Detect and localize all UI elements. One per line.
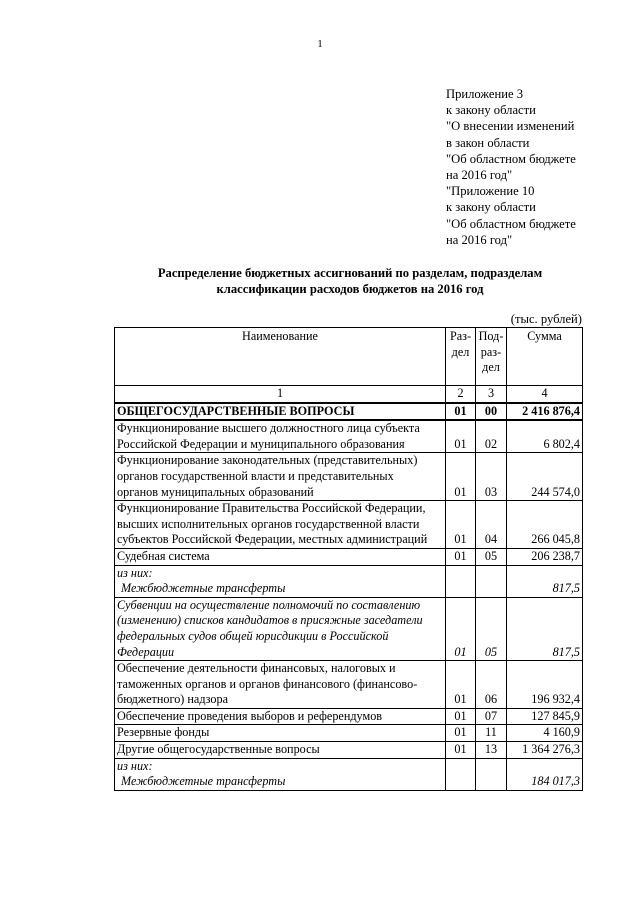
row-name: Судебная система [115, 548, 446, 565]
table-row [115, 501, 583, 549]
table-row [115, 661, 583, 709]
header-subsection: Под- раз- дел [476, 328, 507, 386]
row-subsection [476, 565, 507, 597]
appendix-line: "Приложение 10 [446, 184, 535, 199]
header-row [115, 328, 583, 386]
title-line: классификации расходов бюджетов на 2016 год [216, 282, 484, 296]
column-number: 3 [476, 386, 507, 403]
row-subsection: 07 [476, 708, 507, 725]
row-name: Функционирование законодательных (представительных) органов государственной власти и представительных органов муниципальных образований [115, 453, 446, 501]
row-section: 01 [446, 420, 476, 453]
appendix-line: в закон области [446, 135, 530, 150]
table-row [115, 420, 583, 453]
row-name: ОБЩЕГОСУДАРСТВЕННЫЕ ВОПРОСЫ [115, 403, 446, 421]
row-sum: 184 017,3 [507, 758, 583, 790]
appendix-header [446, 86, 576, 248]
row-name: Субвенции на осуществление полномочий по составлению (изменению) списков кандидатов в присяжные заседатели федеральных судов общей юрисдикции в Российской Федерации [115, 597, 446, 660]
row-name: из них: Межбюджетные трансферты [115, 565, 446, 597]
row-subsection: 02 [476, 420, 507, 453]
table-row [115, 548, 583, 565]
row-subsection: 03 [476, 453, 507, 501]
table-row [115, 597, 583, 660]
unit-note: (тыс. рублей) [510, 312, 582, 326]
row-sum: 1 364 276,3 [507, 742, 583, 759]
row-section: 01 [446, 453, 476, 501]
appendix-line: "Об областном бюджете [446, 216, 576, 231]
table-row [115, 453, 583, 501]
table-row [115, 758, 583, 790]
table-row [115, 725, 583, 742]
appendix-line: на 2016 год" [446, 168, 513, 183]
appendix-line: "О внесении изменений [446, 119, 575, 134]
row-name: Функционирование Правительства Российской Федерации, высших исполнительных органов государственной власти субъектов Российской Федерации, местных администраций [115, 501, 446, 549]
budget-table [114, 327, 583, 791]
table-row [115, 565, 583, 597]
row-sum: 244 574,0 [507, 453, 583, 501]
row-section: 01 [446, 501, 476, 549]
row-sum: 196 932,4 [507, 661, 583, 709]
row-section: 01 [446, 708, 476, 725]
row-subsection: 13 [476, 742, 507, 759]
row-section [446, 565, 476, 597]
appendix-line: к закону области [446, 200, 536, 215]
row-subsection [476, 758, 507, 790]
row-name: из них: Межбюджетные трансферты [115, 758, 446, 790]
title-line: Распределение бюджетных ассигнований по разделам, подразделам [157, 266, 543, 280]
document-title [100, 265, 600, 297]
appendix-line: к закону области [446, 103, 536, 118]
row-subsection: 05 [476, 597, 507, 660]
row-sum: 4 160,9 [507, 725, 583, 742]
row-subsection: 00 [476, 403, 507, 421]
row-section: 01 [446, 597, 476, 660]
row-sum: 2 416 876,4 [507, 403, 583, 421]
column-number: 2 [446, 386, 476, 403]
column-number-row [115, 386, 583, 403]
column-number: 1 [115, 386, 446, 403]
row-section: 01 [446, 548, 476, 565]
row-section: 01 [446, 742, 476, 759]
header-sum: Сумма [507, 328, 583, 386]
appendix-line: Приложение 3 [446, 87, 524, 101]
row-sum: 206 238,7 [507, 548, 583, 565]
row-subsection: 06 [476, 661, 507, 709]
row-sum: 6 802,4 [507, 420, 583, 453]
row-sum: 266 045,8 [507, 501, 583, 549]
row-sum: 127 845,9 [507, 708, 583, 725]
row-section: 01 [446, 403, 476, 421]
header-name: Наименование [115, 328, 446, 386]
table-row [115, 742, 583, 759]
row-name: Резервные фонды [115, 725, 446, 742]
row-section: 01 [446, 725, 476, 742]
row-name: Обеспечение деятельности финансовых, налоговых и таможенных органов и органов финансового (финансово- бюджетного) надзора [115, 661, 446, 709]
appendix-line: на 2016 год" [446, 232, 513, 247]
row-subsection: 05 [476, 548, 507, 565]
page-number: 1 [317, 38, 323, 50]
table-row [115, 708, 583, 725]
column-number: 4 [507, 386, 583, 403]
row-sum: 817,5 [507, 565, 583, 597]
header-section: Раз- дел [446, 328, 476, 386]
row-name: Обеспечение проведения выборов и референдумов [115, 708, 446, 725]
row-name: Другие общегосударственные вопросы [115, 742, 446, 759]
row-name: Функционирование высшего должностного лица субъекта Российской Федерации и муниципального образования [115, 420, 446, 453]
table-row [115, 403, 583, 421]
row-subsection: 11 [476, 725, 507, 742]
table-body [115, 403, 583, 791]
row-section: 01 [446, 661, 476, 709]
row-section [446, 758, 476, 790]
row-sum: 817,5 [507, 597, 583, 660]
row-subsection: 04 [476, 501, 507, 549]
appendix-line: "Об областном бюджете [446, 151, 576, 166]
